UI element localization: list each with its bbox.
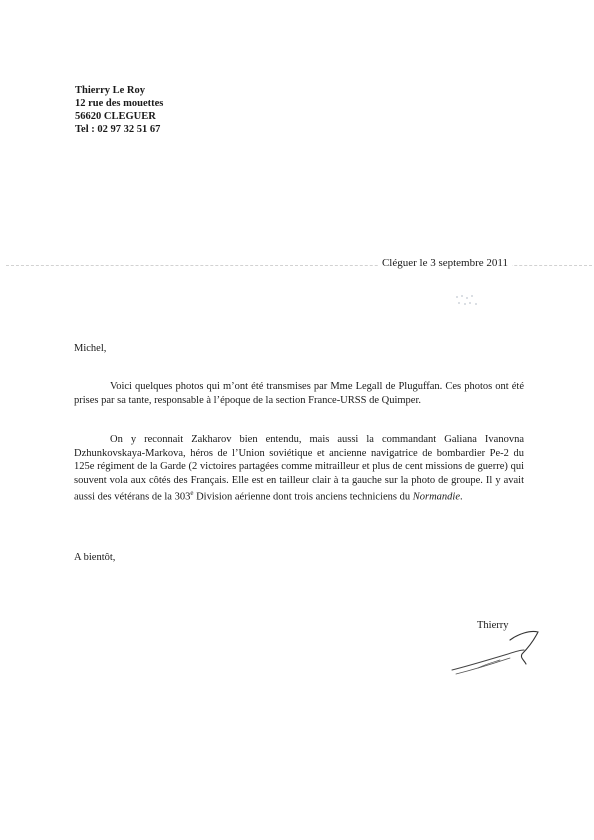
sender-street: 12 rue des mouettes (75, 98, 164, 109)
signature-name: Thierry (477, 620, 509, 631)
scan-smudge-mark (454, 294, 484, 308)
closing: A bientôt, (74, 552, 116, 563)
sender-address-block (75, 84, 163, 136)
handwritten-signature (448, 620, 548, 678)
paragraph-2-italic: Normandie (412, 491, 460, 503)
paragraph-2-end: . (459, 491, 463, 503)
paragraph-2-part-2: Division aérienne dont trois anciens techniciens du (193, 491, 413, 503)
paragraph-1-text: Voici quelques photos qui m’ont été transmises par Mme Legall de Pluguffan. Ces photos ont été prises par sa tante, responsable à l’époque de la section France-URSS de Quimper. (74, 381, 524, 406)
sender-phone: Tel : 02 97 32 51 67 (75, 124, 161, 135)
paragraph-2-text (74, 433, 524, 504)
sender-city: 56620 CLEGUER (75, 111, 156, 122)
paragraph-2-part-1: On y reconnait Zakharov bien entendu, mais aussi la commandant Galiana Ivanovna Dzhunkovskaya-Markova, héros de l’Union soviétique et ancienne navigatrice de bombardier Pe-2 du 125e régiment de la Garde (2 victoires partagées comme mitrailleur et plus de cent missions de guerre) qui souvent vola aux côtés des Français. Elle est en tailleur clair à ta gauche sur la photo de groupe. Il y avait aussi des vétérans de la 303 (74, 434, 524, 503)
paragraph-1 (74, 380, 524, 407)
paragraph-2 (74, 433, 524, 504)
sender-name: Thierry Le Roy (75, 85, 145, 96)
paragraph-2-superscript: e (190, 489, 194, 497)
salutation: Michel, (74, 343, 107, 354)
letter-date: Cléguer le 3 septembre 2011 (378, 257, 512, 269)
